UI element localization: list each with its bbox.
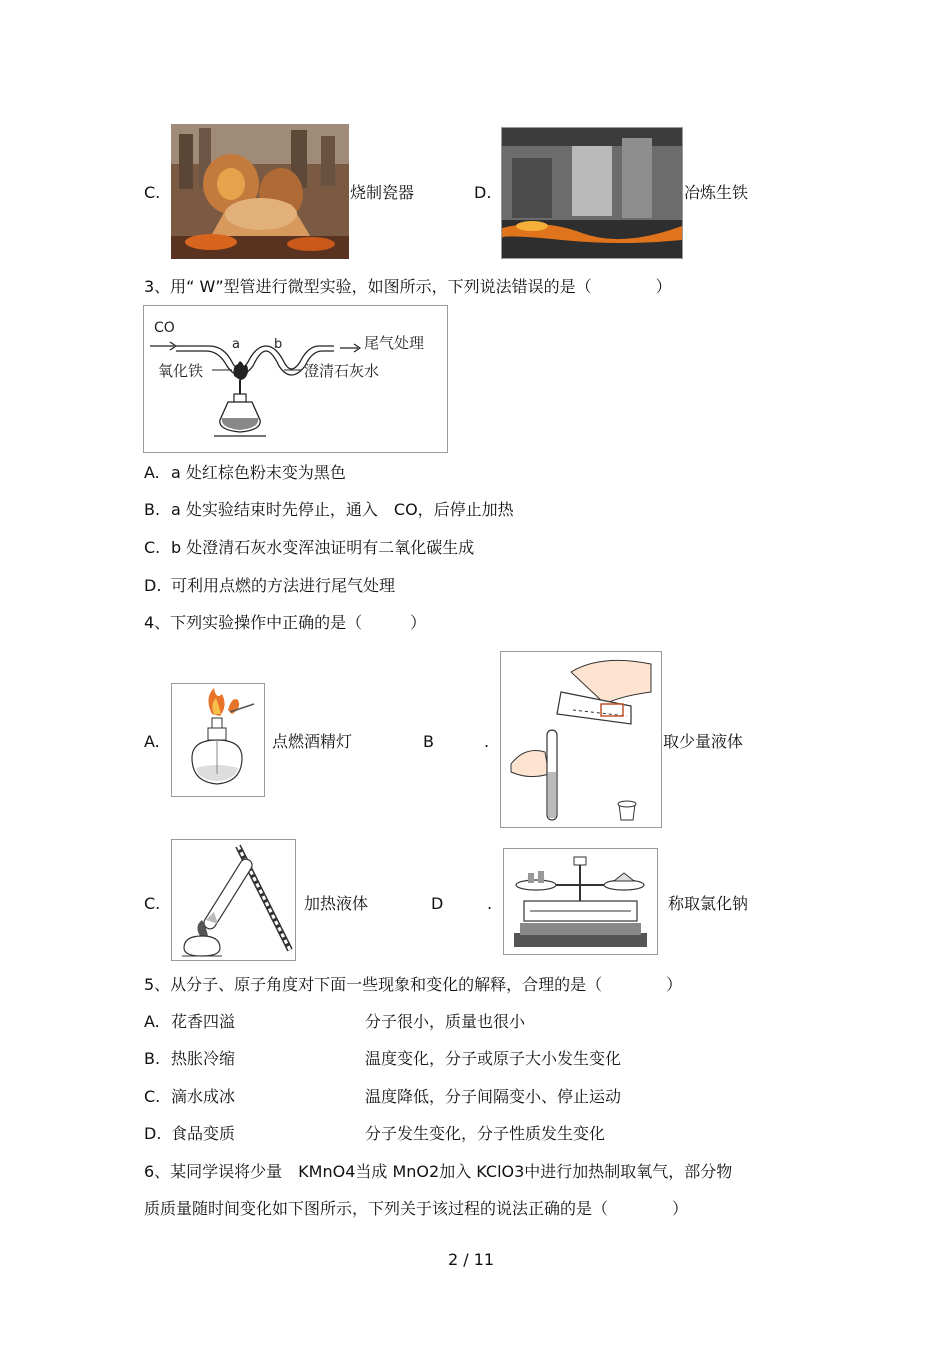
q4-option-c-text: 加热液体 [304,894,369,913]
q5-option-b-phenomenon: 热胀冷缩 [171,1049,236,1068]
q3-option-a-letter: A. [144,463,160,482]
q3-option-c-letter: C. [144,538,161,557]
limewater-label: 澄清石灰水 [304,362,380,380]
q5-option-a-explanation: 分子很小，质量也很小 [365,1012,526,1031]
q5-option-d-phenomenon: 食品变质 [171,1124,236,1143]
iron-oxide-label: 氧化铁 [158,362,204,380]
q6-stem-line-2: 质质量随时间变化如下图所示，下列关于该过程的说法正确的是（ ） [144,1199,689,1218]
q3-option-b-letter: B. [144,500,161,519]
alcohol-lamp-lighting-figure [171,683,265,797]
q3-option-a-text: a 处红棕色粉末变为黑色 [171,463,346,482]
q5-option-a-phenomenon: 花香四溢 [171,1012,236,1031]
q4-option-b-text: 取少量液体 [663,732,744,751]
point-b-label: b [274,337,283,352]
balance-scale-figure [503,848,658,955]
q2-option-d-letter: D. [474,183,492,202]
pottery-kiln-photo [171,124,349,259]
pouring-liquid-figure [500,651,662,828]
point-a-label: a [232,337,240,352]
q3-option-d-letter: D. [144,576,162,595]
q5-option-d-letter: D. [144,1124,162,1143]
q5-option-d-explanation: 分子发生变化，分子性质发生变化 [365,1124,606,1143]
w-tube-apparatus-figure [143,305,448,453]
q4-option-a-letter: A. [144,732,160,751]
q2-option-c-letter: C. [144,183,161,202]
iron-smelting-photo [501,127,683,259]
q5-option-c-phenomenon: 滴水成冰 [171,1087,236,1106]
heating-liquid-figure [171,839,296,961]
co-label: CO [154,320,175,336]
q4-option-d-letter: D [431,894,444,913]
q5-option-c-explanation: 温度降低，分子间隔变小、停止运动 [365,1087,622,1106]
q2-option-d-text: 冶炼生铁 [684,183,749,202]
tail-gas-label: 尾气处理 [364,334,425,352]
q4-option-c-letter: C. [144,894,161,913]
q3-stem: 3、用“ W”型管进行微型实验，如图所示，下列说法错误的是（ ） [144,277,672,296]
q4-option-d-text: 称取氯化钠 [668,894,749,913]
q4-option-b-letter: B [423,732,434,751]
q4-option-b-dot: . [484,732,490,751]
q6-stem-line-1: 6、某同学误将少量 KMnO4当成 MnO2加入 KClO3中进行加热制取氧气，部分物 [144,1162,733,1181]
q4-option-a-text: 点燃酒精灯 [272,732,353,751]
q3-option-b-text: a 处实验结束时先停止，通入 CO，后停止加热 [171,500,514,519]
q5-option-b-explanation: 温度变化，分子或原子大小发生变化 [365,1049,622,1068]
q5-option-a-letter: A. [144,1012,160,1031]
q5-option-c-letter: C. [144,1087,161,1106]
page-number: 2 / 11 [448,1250,495,1269]
q5-option-b-letter: B. [144,1049,161,1068]
q3-option-c-text: b 处澄清石灰水变浑浊证明有二氧化碳生成 [171,538,475,557]
q4-option-d-dot: . [487,894,493,913]
q3-option-d-text: 可利用点燃的方法进行尾气处理 [171,576,396,595]
q4-stem: 4、下列实验操作中正确的是（ ） [144,613,427,632]
q2-option-c-text: 烧制瓷器 [350,183,415,202]
q5-stem: 5、从分子、原子角度对下面一些现象和变化的解释，合理的是（ ） [144,975,683,994]
